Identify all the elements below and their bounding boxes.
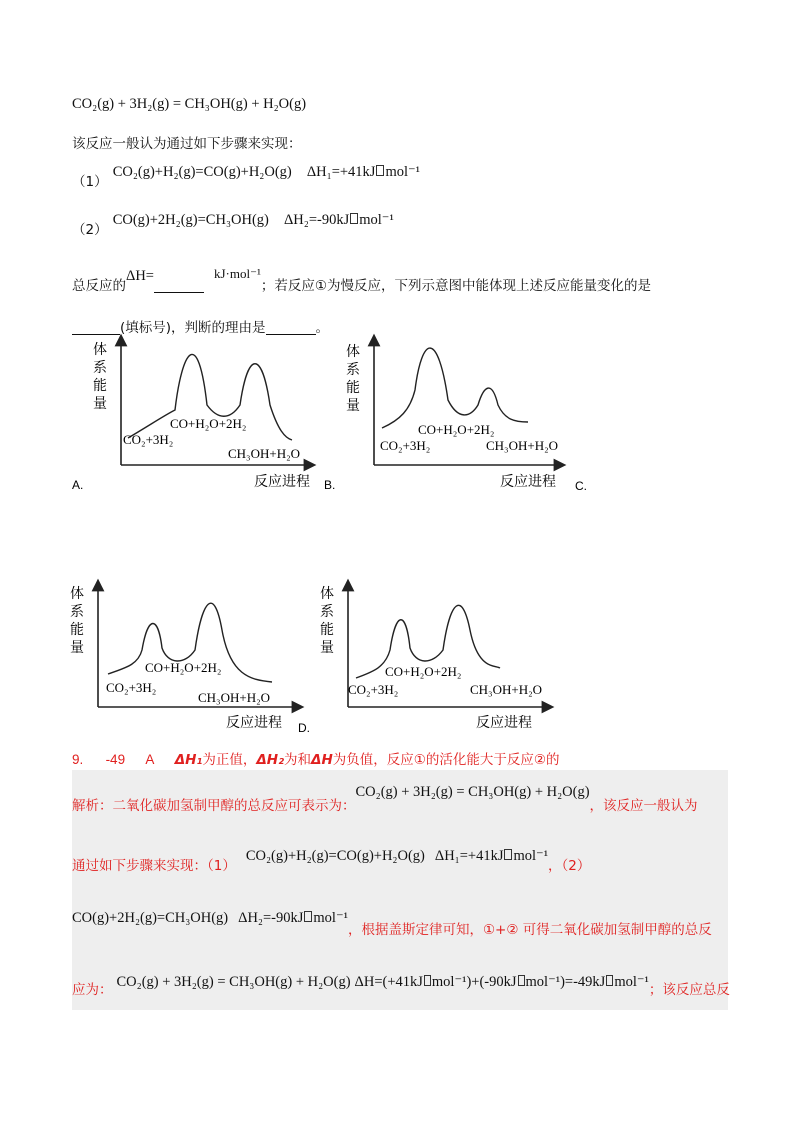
products-label: CH₃OH+H₂O bbox=[486, 438, 559, 453]
analysis-step-prefix: 通过如下步骤来实现：（1） bbox=[72, 858, 236, 874]
step-2-equals: = bbox=[197, 212, 206, 228]
reason-text-3: 为负值，反应①的活化能大于反应②的 bbox=[332, 752, 560, 768]
reactants-label: CO₂+3H₂ bbox=[123, 432, 174, 447]
y-label-char: 体 bbox=[320, 586, 334, 602]
equation-equals: = bbox=[172, 96, 182, 112]
step-1-dh-equals: = bbox=[331, 164, 340, 180]
step-2 bbox=[72, 208, 394, 238]
analysis-step-1-unit: mol⁻¹ bbox=[513, 848, 549, 864]
diagram-b bbox=[70, 585, 298, 731]
hess-law-text: ，根据盖斯定律可知，①+② 可得二氧化碳加氢制甲醇的总反 bbox=[347, 922, 712, 938]
analysis-step-1-equation: CO₂(g)+H₂(g)=CO(g)+H₂O(g) bbox=[245, 848, 425, 864]
y-label-char: 体 bbox=[70, 586, 84, 602]
intermediate-label: CO+H₂O+2H₂ bbox=[145, 660, 222, 675]
fill-label-text: (填标号)，判断的理由是 bbox=[120, 320, 266, 336]
reason-text-1: 为正值， bbox=[202, 752, 257, 768]
total-reaction-label: 总反应的 bbox=[72, 278, 126, 294]
unit-label: kJ·mol⁻¹ bbox=[213, 266, 261, 281]
total-dh-unit: mol⁻¹ bbox=[614, 974, 649, 990]
reactants-label: CO₂+3H₂ bbox=[348, 682, 399, 697]
step-1-lhs: CO₂(g)+H₂(g) bbox=[112, 164, 196, 180]
answer-value: -49 bbox=[105, 752, 126, 767]
y-label-char: 系 bbox=[320, 604, 334, 620]
intermediate-label: CO+H₂O+2H₂ bbox=[385, 664, 462, 679]
x-axis-label: 反应进程 bbox=[254, 474, 310, 490]
total-dh-part-3: mol⁻¹)=-49kJ bbox=[525, 974, 606, 990]
step-1-dh-value: +41kJ bbox=[339, 164, 376, 180]
step-2-dh-unit: mol⁻¹ bbox=[359, 212, 394, 228]
reason-dh1: ΔH₁ bbox=[174, 752, 203, 768]
analysis-step-2-dh: ΔH₂=-90kJ bbox=[238, 910, 304, 926]
question-prompt: ；若反应①为慢反应，下列示意图中能体现上述反应能量变化的是 bbox=[260, 278, 651, 294]
step-1-dh-unit: mol⁻¹ bbox=[385, 164, 421, 180]
total-dh-part-1: ΔH=(+41kJ bbox=[354, 974, 423, 990]
total-reaction-suffix: ；该反应总反 bbox=[648, 982, 730, 998]
y-label-char: 系 bbox=[346, 362, 360, 378]
analysis-equation: CO₂(g) + 3H₂(g) = CH₃OH(g) + H₂O(g) bbox=[355, 784, 590, 800]
y-label-char: 能 bbox=[93, 378, 107, 394]
reason-dh: ΔH bbox=[311, 752, 333, 768]
step-1-number: （1） bbox=[72, 174, 108, 190]
y-label-char: 体 bbox=[93, 342, 107, 358]
y-label-char: 量 bbox=[93, 396, 107, 412]
reactants-label: CO₂+3H₂ bbox=[106, 680, 157, 695]
analysis-line-3 bbox=[72, 906, 712, 938]
step-1-dh-symbol: ΔH₁ bbox=[306, 164, 332, 180]
diagram-c bbox=[346, 340, 560, 490]
equation-rhs: CH₃OH(g) + H₂O(g) bbox=[184, 96, 307, 112]
step-2-number: （2） bbox=[72, 222, 108, 238]
main-equation bbox=[72, 96, 306, 113]
diagram-d bbox=[320, 585, 548, 731]
products-label: CH₃OH+H₂O bbox=[198, 690, 271, 705]
energy-diagrams bbox=[0, 330, 800, 740]
y-label-char: 能 bbox=[320, 622, 334, 638]
reason-dh2: ΔH₂ bbox=[256, 752, 285, 768]
answer-blank-1[interactable] bbox=[154, 278, 204, 293]
step-2-dh-equals: = bbox=[308, 212, 317, 228]
energy-curve-c bbox=[382, 348, 528, 428]
analysis-step-2-unit: mol⁻¹ bbox=[313, 910, 348, 926]
option-a-label: A. bbox=[72, 478, 84, 492]
x-axis-label: 反应进程 bbox=[226, 715, 282, 731]
option-d-label: D. bbox=[298, 721, 310, 735]
total-dh-part-2: mol⁻¹)+(-90kJ bbox=[431, 974, 517, 990]
reactants-label: CO₂+3H₂ bbox=[380, 438, 431, 453]
answer-choice: A bbox=[145, 752, 155, 767]
sentence-end: 。 bbox=[315, 320, 330, 336]
diagram-a bbox=[93, 340, 310, 490]
y-label-char: 量 bbox=[320, 640, 334, 656]
y-label-char: 体 bbox=[346, 344, 360, 360]
intermediate-label: CO+H₂O+2H₂ bbox=[418, 422, 495, 437]
total-reaction-equation: CO₂(g) + 3H₂(g) = CH₃OH(g) + H₂O(g) bbox=[116, 974, 351, 990]
step-2-rhs: CH₃OH(g) bbox=[205, 212, 269, 228]
answer-number: 9. bbox=[72, 752, 84, 767]
answer-line bbox=[72, 748, 560, 768]
y-label-char: 量 bbox=[70, 640, 84, 656]
step-1 bbox=[72, 160, 421, 190]
option-b-label: B. bbox=[324, 478, 336, 492]
analysis-step-2-equation: CO(g)+2H₂(g)=CH₃OH(g) bbox=[72, 910, 229, 926]
total-reaction-prefix: 应为： bbox=[72, 982, 113, 998]
y-label-char: 量 bbox=[346, 398, 360, 414]
analysis-line-4 bbox=[72, 970, 730, 998]
analysis-line-2 bbox=[72, 844, 591, 874]
option-c-label: C. bbox=[575, 479, 587, 493]
products-label: CH₃OH+H₂O bbox=[228, 446, 301, 461]
y-label-char: 能 bbox=[346, 380, 360, 396]
analysis-suffix: ，该反应一般认为 bbox=[589, 798, 698, 814]
analysis-step-1-dh: ΔH₁=+41kJ bbox=[434, 848, 504, 864]
y-label-char: 系 bbox=[70, 604, 84, 620]
intro-text: 该反应一般认为通过如下步骤来实现： bbox=[72, 136, 302, 152]
delta-h-label: ΔH= bbox=[126, 268, 154, 284]
intermediate-label: CO+H₂O+2H₂ bbox=[170, 416, 247, 431]
x-axis-label: 反应进程 bbox=[476, 715, 532, 731]
x-axis-label: 反应进程 bbox=[500, 474, 556, 490]
reason-text-2: 为和 bbox=[284, 752, 312, 768]
analysis-line-1 bbox=[72, 780, 698, 814]
analysis-step-2-marker: ，（2） bbox=[548, 858, 591, 874]
y-label-char: 能 bbox=[70, 622, 84, 638]
step-1-equals: = bbox=[195, 164, 204, 180]
step-2-dh-symbol: ΔH₂ bbox=[283, 212, 309, 228]
step-2-lhs: CO(g)+2H₂(g) bbox=[112, 212, 198, 228]
step-1-rhs: CO(g)+H₂O(g) bbox=[203, 164, 292, 180]
analysis-prefix: 解析：二氧化碳加氢制甲醇的总反应可表示为： bbox=[72, 798, 356, 814]
equation-lhs: CO₂(g) + 3H₂(g) bbox=[72, 96, 170, 112]
step-2-dh-value: -90kJ bbox=[317, 212, 350, 228]
question-line-3 bbox=[72, 266, 651, 294]
y-label-char: 系 bbox=[93, 360, 107, 376]
products-label: CH₃OH+H₂O bbox=[470, 682, 543, 697]
